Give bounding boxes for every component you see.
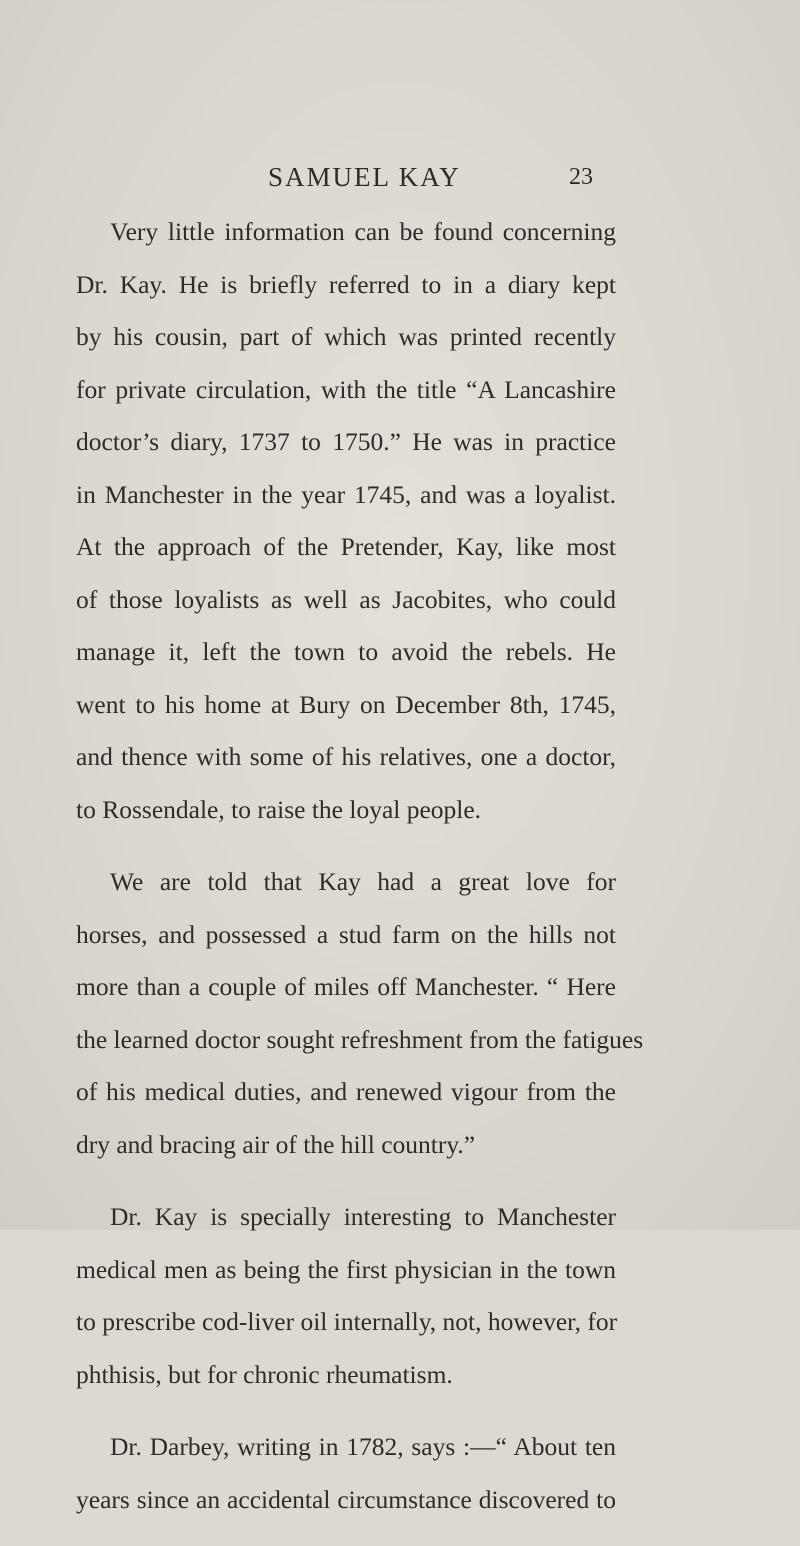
running-head: SAMUEL KAY [268, 162, 461, 192]
paragraph-2 [76, 856, 644, 1171]
text-line: more than a couple of miles off Manchester. “ Here [76, 972, 616, 1001]
text-line: years since an accidental circumstance discovered to [76, 1484, 616, 1514]
paragraph-4 [76, 1421, 616, 1526]
text-line: to Rossendale, to raise the loyal people. [76, 794, 482, 824]
text-line: horses, and possessed a stud farm on the hills not [76, 919, 616, 949]
text-line: dry and bracing air of the hill country.” [76, 1129, 476, 1159]
paragraph-1 [76, 206, 616, 836]
text-line: Dr. Darbey, writing in 1782, says :—“ About ten [110, 1432, 616, 1461]
text-line: doctor’s diary, 1737 to 1750.” He was in practice [76, 427, 616, 456]
text-line: in Manchester in the year 1745, and was a loyalist. [76, 479, 616, 509]
page-header [0, 158, 800, 198]
text-line: by his cousin, part of which was printed recently [76, 322, 616, 351]
text-line: phthisis, but for chronic rheumatism. [76, 1359, 453, 1389]
text-line: and thence with some of his relatives, one a doctor, [76, 742, 616, 771]
body-text [76, 206, 644, 1546]
text-line: manage it, left the town to avoid the rebels. He [76, 637, 616, 666]
page-number: 23 [569, 164, 593, 190]
text-line: to prescribe cod-liver oil internally, not, however, for [76, 1307, 618, 1336]
text-line: medical men as being the first physician in the town [76, 1254, 616, 1284]
text-line: of his medical duties, and renewed vigour from the [76, 1077, 616, 1106]
paragraph-3 [76, 1191, 616, 1401]
text-line: for private circulation, with the title “A Lancashire [76, 374, 616, 404]
text-line: Dr. Kay is specially interesting to Manchester [110, 1202, 616, 1231]
text-line: the learned doctor sought refreshment from the fatigues [76, 1024, 644, 1054]
text-line: At the approach of the Pretender, Kay, like most [76, 532, 616, 561]
text-line: We are told that Kay had a great love for [110, 867, 616, 896]
text-line: of those loyalists as well as Jacobites, who could [76, 584, 616, 614]
text-line: Very little information can be found concerning [110, 217, 616, 246]
text-line: went to his home at Bury on December 8th, 1745, [76, 689, 616, 719]
text-line: Dr. Kay. He is briefly referred to in a diary kept [76, 269, 616, 299]
